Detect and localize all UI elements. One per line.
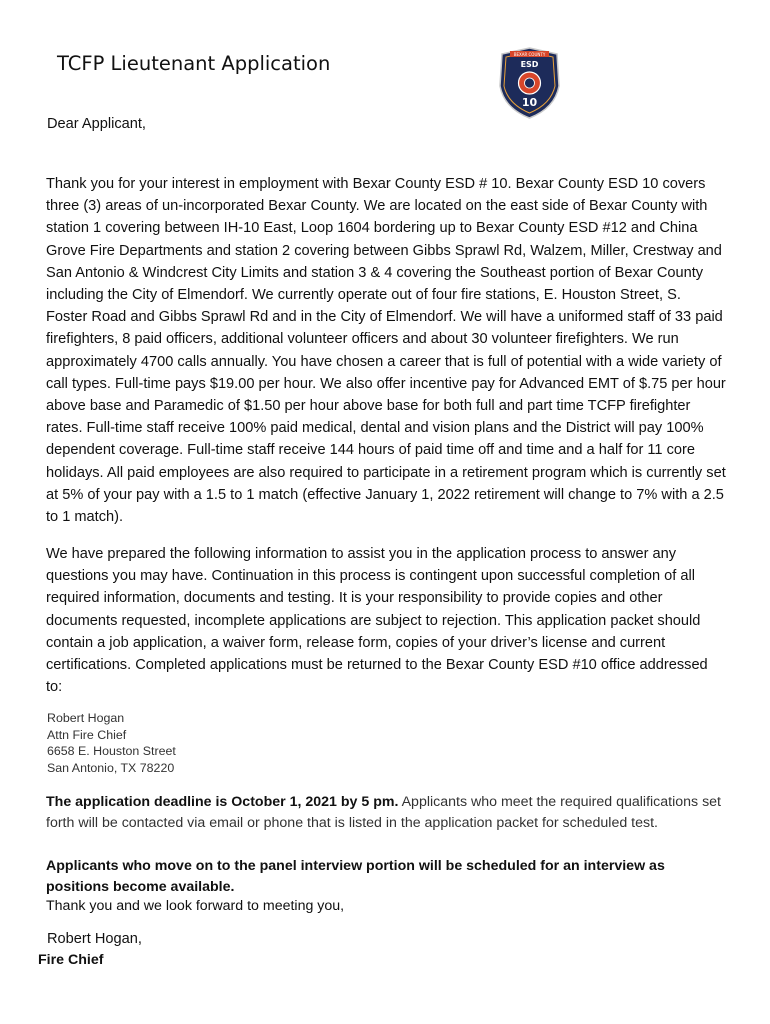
mailing-address	[47, 710, 176, 776]
page-title: TCFP Lieutenant Application	[57, 52, 331, 75]
closing-line: Thank you and we look forward to meeting you,	[46, 898, 345, 914]
address-attn: Attn Fire Chief	[47, 727, 127, 742]
deadline-paragraph	[46, 792, 726, 833]
deadline-details: Applicants who meet the required qualifications set forth will be contacted via email or phone that is listed in the application packet for scheduled test.	[46, 794, 721, 831]
esd-10-badge-logo	[497, 46, 562, 120]
deadline-bold: The application deadline is October 1, 2021 by 5 pm.	[46, 794, 399, 810]
signature-title: Fire Chief	[38, 952, 104, 968]
logo-number: 10	[521, 96, 538, 109]
signature-name: Robert Hogan,	[47, 931, 142, 947]
address-name: Robert Hogan	[47, 711, 125, 725]
address-city: San Antonio, TX 78220	[47, 760, 175, 775]
process-paragraph: We have prepared the following information to assist you in the application process to answer any questions you may have. Continuation in this process is contingent upon successful completion of all required information, documents and testing. It is your responsibility to provide copies and other documents requested, incomplete applications are subject to rejection. This application packet should contain a job application, a waiver form, release form, copies of your driver’s license and current certifications. Completed applications must be returned to the Bexar County ESD #10 office addressed to:	[46, 546, 708, 696]
intro-paragraph: Thank you for your interest in employment with Bexar County ESD # 10. Bexar County ESD 10 covers three (3) areas of un-incorporated Bexar County. We are located on the east side of Bexar County with station 1 covering between IH-10 East, Loop 1604 bordering up to Bexar County ESD #12 and China Grove Fire Departments and station 2 covering between Gibbs Sprawl Rd, Walzem, Miller, Crestway and San Antonio & Windcrest City Limits and station 3 & 4 covering the Southeast portion of Bexar County including the City of Elmendorf. We currently operate out of four fire stations, E. Houston Street, S. Foster Road and Gibbs Sprawl Rd and in the City of Elmendorf. We will have a uniformed staff of 33 paid firefighters, 8 paid officers, additional volunteer officers and about 30 volunteer firefighters. We run approximately 4700 calls annually. You have chosen a career that is full of potential with a wide variety of call types. Full-time pays $19.00 per hour. We also offer incentive pay for Advanced EMT of $.75 per hour above base and Paramedic of $1.50 per hour above base for both full and part time TCFP firefighter rates. Full-time staff receive 100% paid medical, dental and vision plans and the District will pay 100% dependent coverage. Full-time staff receive 144 hours of paid time off and time and a half for 11 core holidays. All paid employees are also required to participate in a retirement program which is currently set at 5% of your pay with a 1.5 to 1 match (effective January 1, 2022 retirement will change to 7% with a 2.5 to 1 match).	[46, 176, 726, 526]
panel-interview-note: Applicants who move on to the panel interview portion will be scheduled for an interview as positions become available.	[46, 858, 665, 895]
salutation: Dear Applicant,	[47, 116, 146, 132]
logo-banner-text: BEXAR COUNTY	[513, 52, 546, 57]
logo-top-text: ESD	[520, 60, 539, 69]
address-street: 6658 E. Houston Street	[47, 744, 176, 759]
